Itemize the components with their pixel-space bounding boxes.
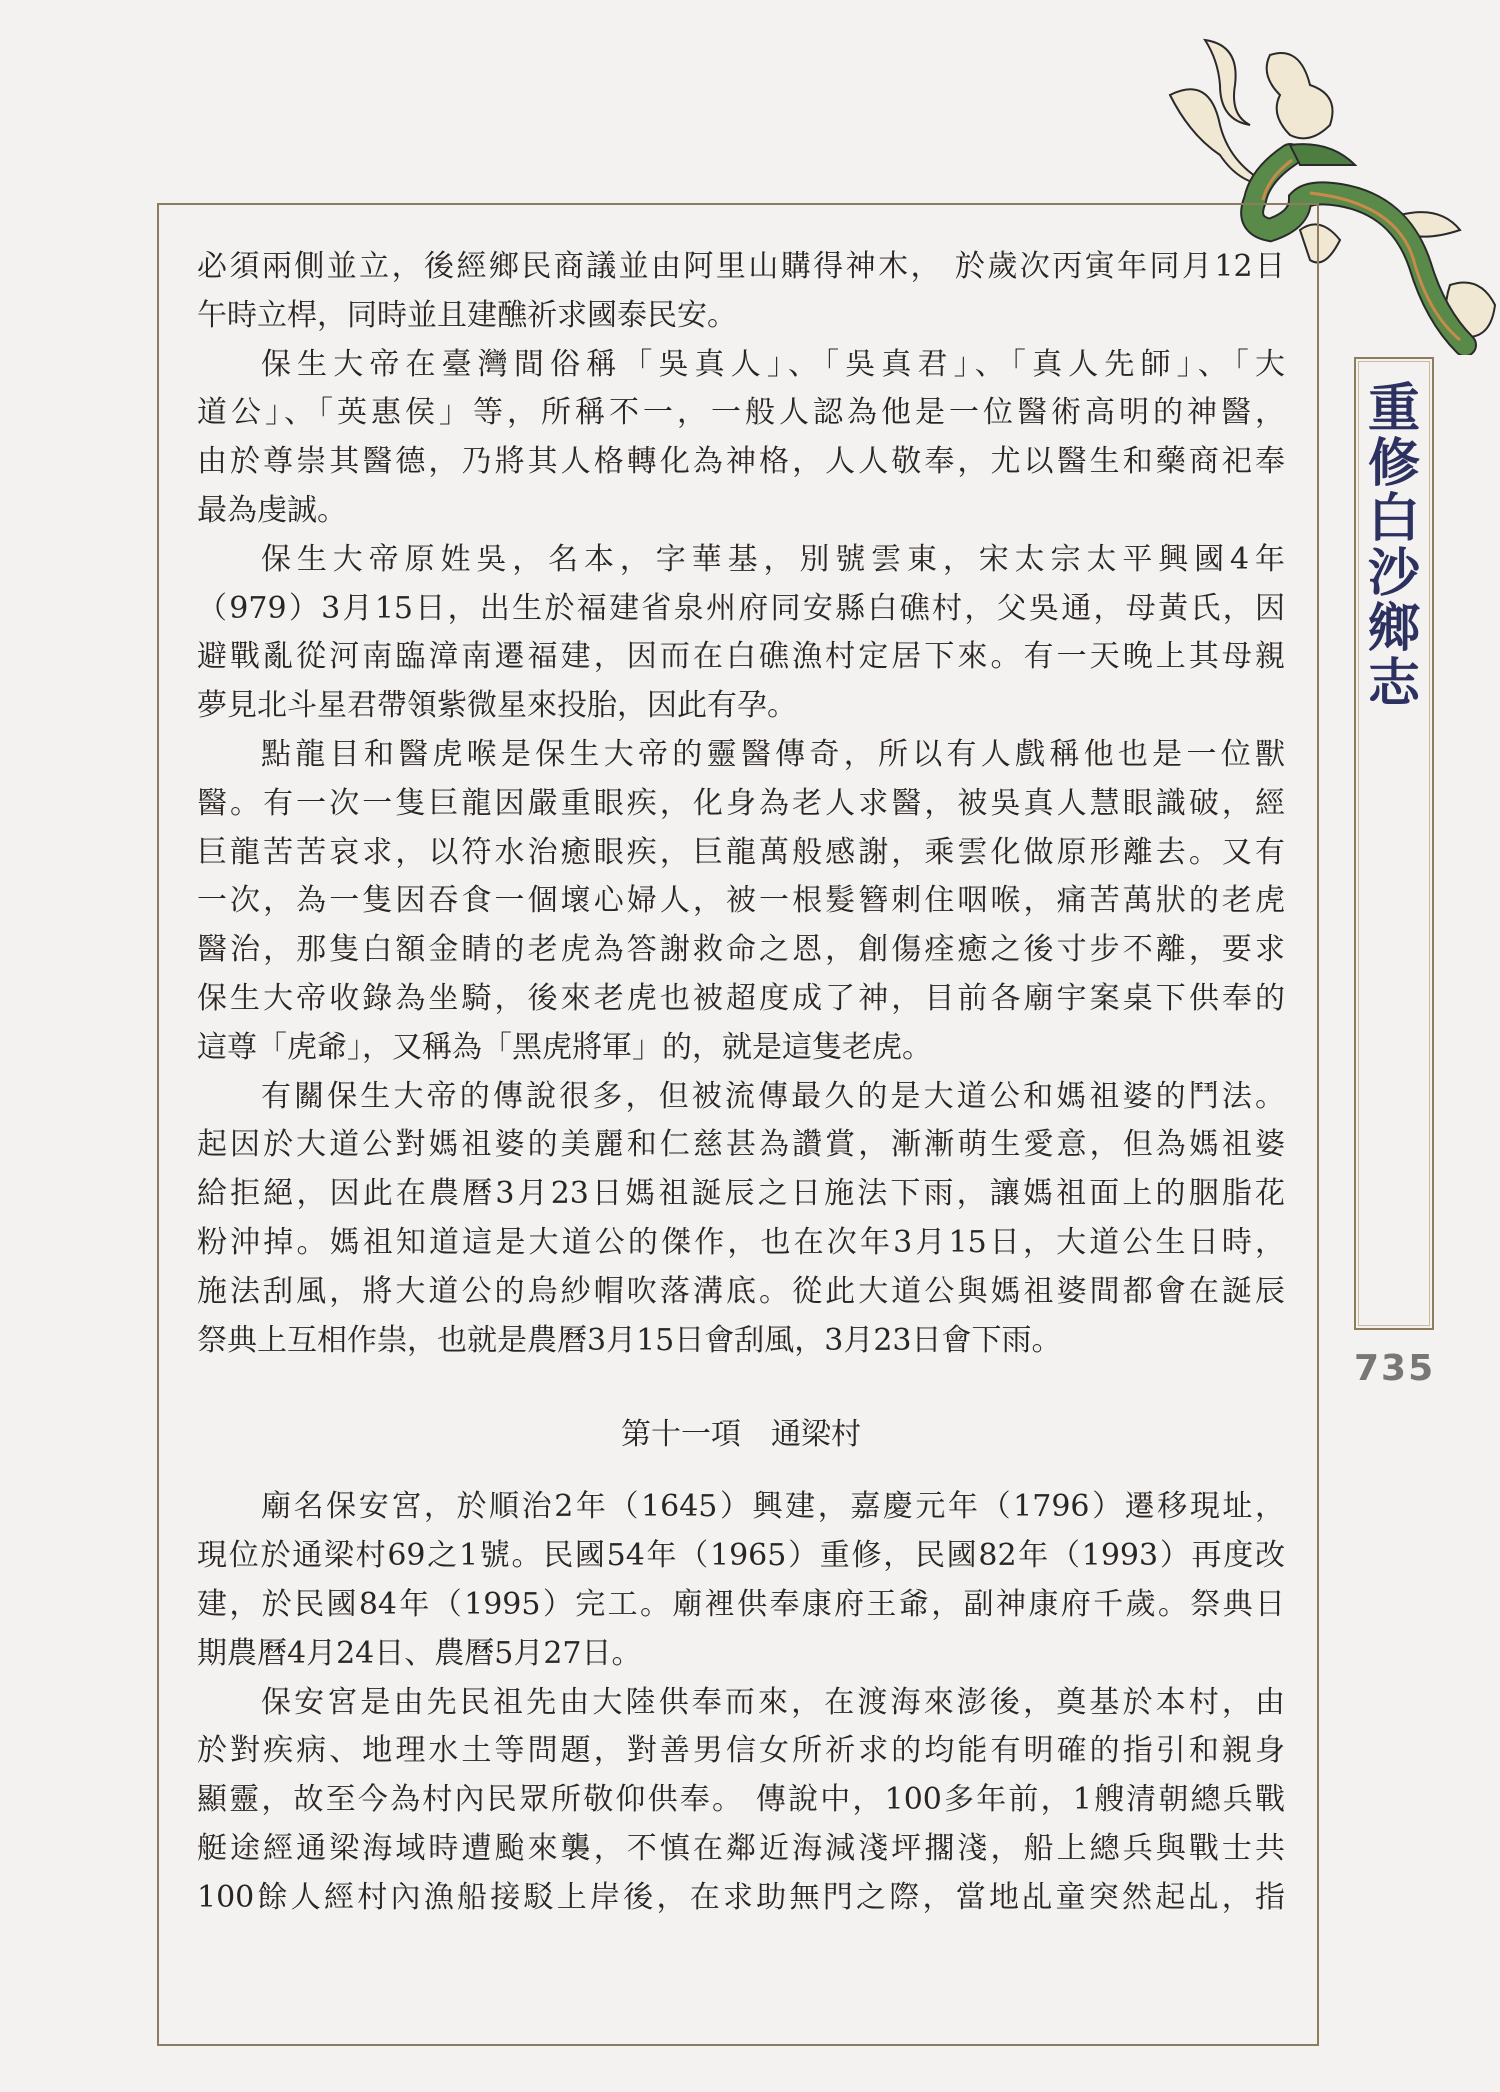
text-line: 保安宮是由先民祖先由大陸供奉而來，在渡海來澎後，奠基於本村，由 bbox=[261, 1684, 1285, 1720]
text-line: 保生大帝收錄為坐騎，後來老虎也被超度成了神，目前各廟宇案桌下供奉的 bbox=[197, 980, 1285, 1016]
paragraph bbox=[197, 1073, 1285, 1366]
body-text bbox=[197, 243, 1285, 1923]
text-line: 點龍目和醫虎喉是保生大帝的靈醫傳奇，所以有人戲稱他也是一位獸 bbox=[261, 736, 1285, 772]
text-line: 避戰亂從河南臨漳南遷福建，因而在白礁漁村定居下來。有一天晚上其母親 bbox=[197, 639, 1285, 675]
text-line: 有關保生大帝的傳說很多，但被流傳最久的是大道公和媽祖婆的鬥法。 bbox=[261, 1078, 1285, 1114]
text-line: 現位於通梁村69之1號。民國54年（1965）重修，民國82年（1993）再度改 bbox=[197, 1538, 1285, 1574]
text-line: 祭典上互相作祟，也就是農曆3月15日會刮風，3月23日會下雨。 bbox=[197, 1322, 1062, 1358]
text-line: 夢見北斗星君帶領紫微星來投胎，因此有孕。 bbox=[197, 688, 797, 724]
running-title-box bbox=[1354, 357, 1434, 1330]
paragraph bbox=[197, 536, 1285, 731]
text-line: 必須兩側並立，後經鄉民商議並由阿里山購得神木， 於歲次丙寅年同月12日 bbox=[197, 249, 1285, 284]
text-line: 醫。有一次一隻巨龍因嚴重眼疾，化身為老人求醫，被吳真人慧眼識破，經 bbox=[197, 785, 1285, 821]
text-line: 巨龍苦苦哀求，以符水治癒眼疾，巨龍萬般感謝，乘雲化做原形離去。又有 bbox=[197, 834, 1285, 870]
section-heading: 第十一項 通梁村 bbox=[621, 1417, 861, 1453]
text-line: 這尊「虎爺」，又稱為「黑虎將軍」的，就是這隻老虎。 bbox=[197, 1029, 932, 1065]
text-line: 道公」、「英惠侯」等，所稱不一，一般人認為他是一位醫術高明的神醫， bbox=[197, 395, 1285, 431]
paragraph bbox=[197, 1679, 1285, 1923]
text-line: 顯靈，故至今為村內民眾所敬仰供奉。 傳說中，100多年前，1艘清朝總兵戰 bbox=[197, 1782, 1285, 1818]
text-line: 午時立桿，同時並且建醮祈求國泰民安。 bbox=[197, 297, 737, 333]
text-line: 粉沖掉。媽祖知道這是大道公的傑作，也在次年3月15日，大道公生日時， bbox=[197, 1224, 1285, 1260]
paragraph bbox=[197, 341, 1285, 536]
text-line: 期農曆4月24日、農曆5月27日。 bbox=[197, 1635, 642, 1671]
text-line: 起因於大道公對媽祖婆的美麗和仁慈甚為讚賞，漸漸萌生愛意，但為媽祖婆 bbox=[197, 1127, 1285, 1163]
text-line: 艇途經通梁海域時遭颱來襲，不慎在鄰近海減淺坪擱淺，船上總兵與戰士共 bbox=[197, 1830, 1285, 1866]
paragraph bbox=[197, 731, 1285, 1073]
paragraph bbox=[197, 243, 1285, 341]
text-line: 施法刮風，將大道公的烏紗帽吹落溝底。從此大道公與媽祖婆間都會在誕辰 bbox=[197, 1273, 1285, 1309]
text-line: 由於尊崇其醫德，乃將其人格轉化為神格，人人敬奉，尤以醫生和藥商祀奉 bbox=[197, 444, 1285, 480]
text-line: （979）3月15日，出生於福建省泉州府同安縣白礁村，父吳通，母黃氏，因 bbox=[197, 590, 1285, 626]
text-line: 一次，為一隻因吞食一個壞心婦人，被一根髮簪刺住咽喉，痛苦萬狀的老虎 bbox=[197, 883, 1285, 919]
text-line: 100餘人經村內漁船接駁上岸後，在求助無門之際，當地乩童突然起乩，指 bbox=[197, 1879, 1285, 1915]
paragraph bbox=[197, 1483, 1285, 1678]
text-line: 保生大帝原姓吳，名本，字華基，別號雲東，宋太宗太平興國4年 bbox=[261, 541, 1285, 577]
running-title: 重 修 白 沙 鄉 志 bbox=[1367, 378, 1420, 714]
page-number: 735 bbox=[1354, 1348, 1436, 1389]
text-line: 醫治，那隻白額金睛的老虎為答謝救命之恩，創傷痊癒之後寸步不離，要求 bbox=[197, 932, 1285, 968]
text-line: 廟名保安宮，於順治2年（1645）興建，嘉慶元年（1796）遷移現址， bbox=[261, 1489, 1285, 1525]
text-line: 於對疾病、地理水土等問題，對善男信女所祈求的均能有明確的指引和親身 bbox=[197, 1733, 1285, 1769]
text-line: 建，於民國84年（1995）完工。廟裡供奉康府王爺，副神康府千歲。祭典日 bbox=[197, 1586, 1285, 1622]
text-line: 最為虔誠。 bbox=[197, 492, 347, 528]
text-line: 保生大帝在臺灣間俗稱「吳真人」、「吳真君」、「真人先師」、「大 bbox=[261, 346, 1285, 382]
text-line: 給拒絕，因此在農曆3月23日媽祖誕辰之日施法下雨，讓媽祖面上的胭脂花 bbox=[197, 1176, 1285, 1212]
